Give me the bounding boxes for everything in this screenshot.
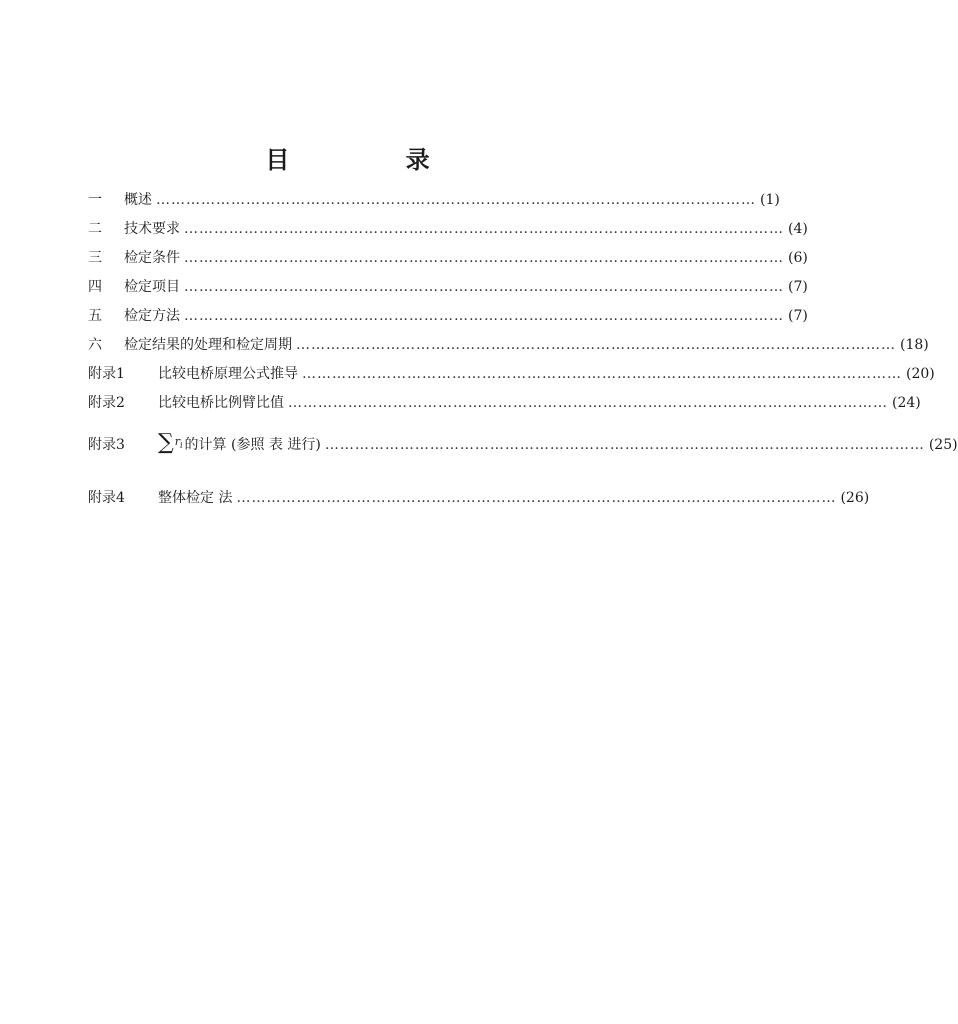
toc-entry-number: 五	[88, 308, 102, 324]
toc-entry	[88, 221, 808, 250]
toc-entry-title-text: 的计算 (参照 表 进行)	[184, 437, 321, 453]
toc-entry-page: (20)	[906, 366, 935, 382]
toc-entry-title: 检定条件	[124, 250, 180, 266]
toc-entry-page: (18)	[900, 337, 929, 353]
toc-entry	[88, 192, 780, 221]
toc-leader-dots: …………………………………………………………………………………………………………	[184, 279, 784, 295]
toc-leader-dots: …………………………………………………………………………………………………………	[324, 437, 925, 453]
toc-leader-dots: …………………………………………………………………………………………………………	[288, 395, 888, 411]
toc-entry-page: (24)	[892, 395, 921, 411]
toc-entry-title: 技术要求	[124, 221, 180, 237]
toc-entry-number: 附录2	[88, 395, 125, 411]
toc-entry-page: (1)	[760, 192, 780, 208]
toc-entry-page: (26)	[840, 490, 870, 506]
toc-entry-title: 检定方法	[124, 308, 180, 324]
toc-entry-title: 检定项目	[124, 279, 180, 295]
toc-entry-number: 三	[88, 250, 102, 266]
toc-entry-title: 整体检定 法	[158, 490, 233, 506]
toc-entry-page: (4)	[788, 221, 808, 237]
toc-entry-title	[158, 430, 321, 455]
toc-entry-number: 附录1	[88, 366, 125, 382]
toc-leader-dots: …………………………………………………………………………………………………………	[236, 490, 837, 506]
toc-entry	[88, 366, 935, 395]
toc-leader-dots: …………………………………………………………………………………………………………	[184, 250, 784, 266]
toc-entry-number: 二	[88, 221, 102, 237]
toc-entry-title: 比较电桥比例臂比值	[158, 395, 284, 411]
toc-leader-dots: …………………………………………………………………………………………………………	[184, 221, 784, 237]
toc-entry-title: 概述	[124, 192, 152, 208]
toc-leader-dots: …………………………………………………………………………………………………………	[302, 366, 902, 382]
toc-leader-dots: …………………………………………………………………………………………………………	[184, 308, 784, 324]
toc-leader-dots: …………………………………………………………………………………………………………	[156, 192, 756, 208]
toc-entry-page: (7)	[788, 279, 808, 295]
toc-entry-page: (7)	[788, 308, 808, 324]
page-title: 目 录	[265, 145, 484, 174]
toc-entry	[88, 490, 870, 519]
toc-leader-dots: …………………………………………………………………………………………………………	[296, 337, 896, 353]
toc-entry-number: 附录4	[88, 490, 125, 506]
toc-entry-title: 比较电桥原理公式推导	[158, 366, 298, 382]
summation-formula	[158, 430, 183, 455]
toc-entry	[88, 430, 958, 490]
formula-variable-symbol: r	[174, 435, 180, 448]
toc-entry	[88, 250, 808, 279]
toc-entry-page: (6)	[788, 250, 808, 266]
toc-entry	[88, 395, 921, 424]
toc-entry	[88, 337, 929, 366]
table-of-contents	[88, 192, 958, 519]
toc-entry	[88, 279, 808, 308]
toc-entry-number: 附录3	[88, 437, 125, 453]
toc-entry-number: 四	[88, 279, 102, 295]
toc-entry-number: 一	[88, 192, 102, 208]
toc-entry	[88, 308, 808, 337]
formula-variable	[175, 434, 183, 454]
formula-subscript: i	[179, 441, 183, 451]
toc-entry-title: 检定结果的处理和检定周期	[124, 337, 292, 353]
toc-entry-page: (25)	[928, 437, 958, 453]
summation-sign-icon: ∑	[158, 430, 174, 455]
toc-entry-number: 六	[88, 337, 102, 353]
